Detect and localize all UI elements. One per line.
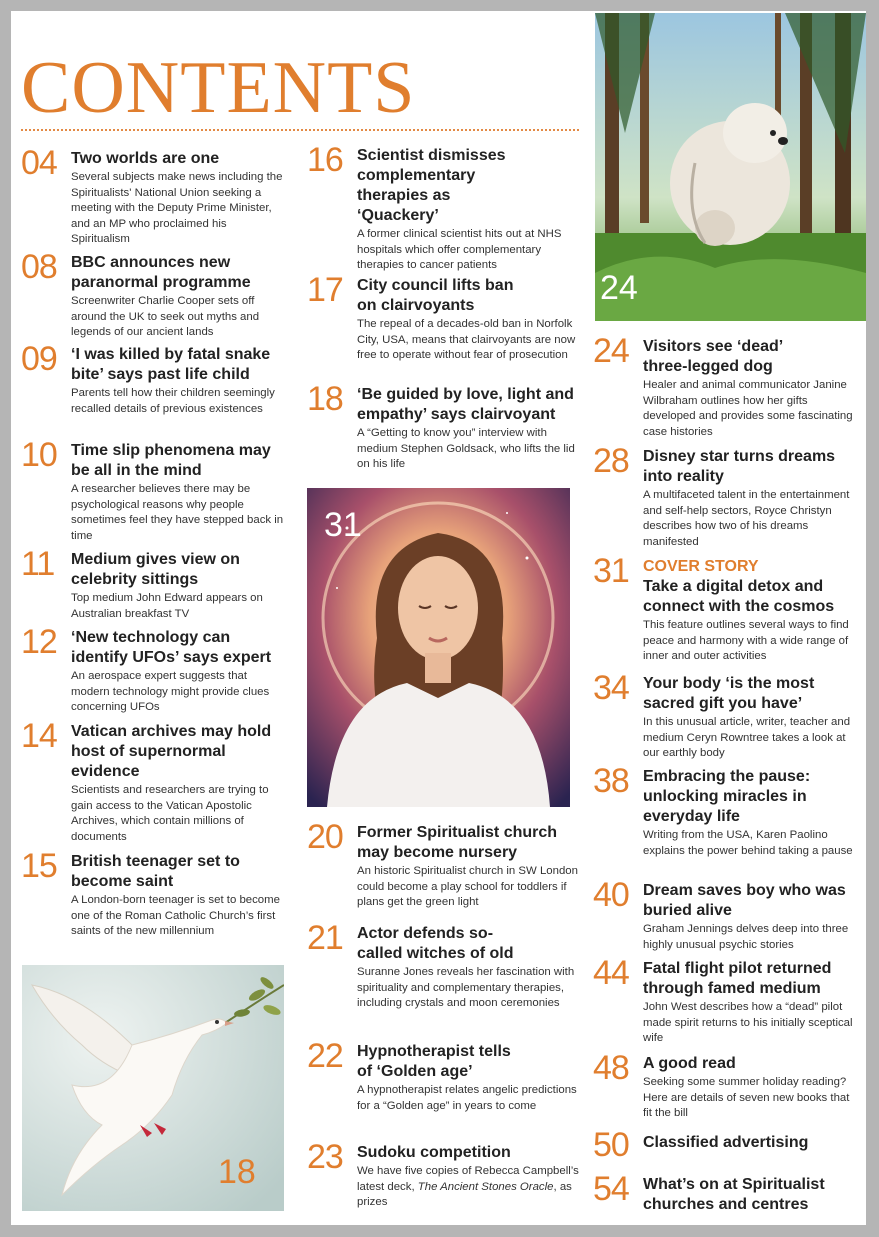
page-number: 17 <box>307 271 343 309</box>
contents-entry-38[interactable] <box>593 762 861 859</box>
page-number: 38 <box>593 762 629 800</box>
entry-description: In this unusual article, writer, teacher and medium Ceryn Rowntree takes a look at our earthly body <box>643 716 851 760</box>
entry-headline: Visitors see ‘dead’ three-legged dog <box>643 338 783 375</box>
entry-description-text: We have five copies of Rebecca Campbell’s latest deck, <box>357 1165 579 1193</box>
entry-headline: Classified advertising <box>643 1134 809 1151</box>
entry-description: An historic Spiritualist church in SW London could become a play school for toddlers if plans get the green light <box>357 865 578 909</box>
contents-entry-22[interactable] <box>307 1037 579 1114</box>
entry-headline: British teenager set to become saint <box>71 853 240 890</box>
entry-description: This feature outlines several ways to find peace and harmony with a wide range of inner and outer activities <box>643 619 849 663</box>
page-number: 04 <box>21 144 57 182</box>
entry-headline: What’s on at Spiritualist churches and centres <box>643 1176 825 1213</box>
contents-entry-12[interactable] <box>21 623 286 716</box>
page-number: 44 <box>593 954 629 992</box>
dove-page-label: 18 <box>218 1153 256 1191</box>
contents-entry-40[interactable] <box>593 876 861 953</box>
page-number: 14 <box>21 717 57 755</box>
contents-entry-54[interactable] <box>593 1170 861 1215</box>
dog-photo[interactable] <box>595 13 866 321</box>
contents-page <box>11 11 866 1225</box>
entry-headline: Time slip phenomena may be all in the mind <box>71 442 271 479</box>
page-number: 31 <box>593 552 629 590</box>
contents-entry-08[interactable] <box>21 248 286 341</box>
entry-headline: Fatal flight pilot returned through famed medium <box>643 960 832 997</box>
entry-description: An aerospace expert suggests that modern technology might provide clues concerning UFOs <box>71 670 270 714</box>
page-title: CONTENTS <box>21 47 416 129</box>
page-number: 28 <box>593 442 629 480</box>
entry-headline: Scientist dismisses complementary therapies as ‘Quackery’ <box>357 147 506 224</box>
contents-entry-24[interactable] <box>593 332 861 440</box>
page-number: 10 <box>21 436 57 474</box>
entry-headline: City council lifts ban on clairvoyants <box>357 277 514 314</box>
entry-description: A researcher believes there may be psychological reasons why people sometimes feel they have stepped back in time <box>71 483 284 542</box>
entry-headline: Dream saves boy who was buried alive <box>643 882 846 919</box>
entry-description: Several subjects make news including the Spiritualists' National Union seeking a meeting with the Deputy Prime Minister, and an MP who proclaimed his Spiritualism <box>71 171 283 246</box>
contents-entry-28[interactable] <box>593 442 861 550</box>
entry-description: Parents tell how their children seemingly recalled details of previous existences <box>71 387 275 415</box>
entry-description: John West describes how a “dead” pilot made spirit returns to his initially sceptical wife <box>643 1001 853 1045</box>
contents-entry-14[interactable] <box>21 717 286 845</box>
entry-headline: Disney star turns dreams into reality <box>643 448 836 485</box>
contents-entry-10[interactable] <box>21 436 286 544</box>
entry-description: Healer and animal communicator Janine Wilbraham outlines how her gifts developed and provides some fascinating case histories <box>643 379 853 438</box>
cover-woman-photo[interactable] <box>307 488 570 807</box>
entry-description: A multifaceted talent in the entertainment and self-help sectors, Royce Christyn describes how two of his dreams manifested <box>643 489 850 548</box>
contents-entry-20[interactable] <box>307 818 579 911</box>
page-number: 54 <box>593 1170 629 1208</box>
dove-photo[interactable] <box>22 965 284 1211</box>
page-number: 22 <box>307 1037 343 1075</box>
entry-description: Suranne Jones reveals her fascination with spirituality and complementary therapies, including crystals and moon ceremonies <box>357 966 575 1010</box>
contents-entry-44[interactable] <box>593 954 861 1047</box>
entry-headline: Vatican archives may hold host of supernormal evidence <box>71 723 272 780</box>
page-number: 24 <box>593 332 629 370</box>
contents-entry-48[interactable] <box>593 1049 861 1122</box>
page-number: 18 <box>307 380 343 418</box>
contents-entry-11[interactable] <box>21 545 286 622</box>
contents-entry-50[interactable] <box>593 1126 861 1164</box>
entry-headline: Former Spiritualist church may become nursery <box>357 824 558 861</box>
page-number: 16 <box>307 141 343 179</box>
entry-headline: Take a digital detox and connect with the cosmos <box>643 578 835 615</box>
entry-headline: Embracing the pause: unlocking miracles in everyday life <box>643 768 811 825</box>
entry-headline: Two worlds are one <box>71 150 220 167</box>
entry-headline: ‘Be guided by love, light and empathy’ says clairvoyant <box>357 386 574 423</box>
entry-description: The repeal of a decades-old ban in Norfolk City, USA, means that clairvoyants are now free to operate without fear of prosecution <box>357 318 576 362</box>
entry-description: Seeking some summer holiday reading? Here are details of seven new books that fit the bill <box>643 1076 850 1120</box>
page-number: 20 <box>307 818 343 856</box>
contents-entry-17[interactable] <box>307 271 579 364</box>
page-number: 23 <box>307 1138 343 1176</box>
entry-description: A “Getting to know you” interview with medium Stephen Goldsack, who lifts the lid on his life <box>357 427 575 471</box>
entry-description <box>357 1164 579 1211</box>
page-number: 50 <box>593 1126 629 1164</box>
entry-description: Writing from the USA, Karen Paolino explains the power behind taking a pause <box>643 829 853 857</box>
page-number: 21 <box>307 919 343 957</box>
contents-entry-21[interactable] <box>307 919 579 1012</box>
dog-page-label: 24 <box>600 269 638 307</box>
contents-entry-23[interactable] <box>307 1138 579 1211</box>
entry-headline: Sudoku competition <box>357 1144 511 1161</box>
page-number: 11 <box>21 545 55 583</box>
entry-headline: Hypnotherapist tells of ‘Golden age’ <box>357 1043 511 1080</box>
entry-description-title: The Ancient Stones Oracle <box>417 1180 554 1193</box>
contents-entry-34[interactable] <box>593 669 861 762</box>
entry-headline: BBC announces new paranormal programme <box>71 254 251 291</box>
contents-entry-18[interactable] <box>307 380 579 473</box>
woman-page-label: 31 <box>324 506 362 544</box>
page-number: 48 <box>593 1049 629 1087</box>
contents-entry-09[interactable] <box>21 340 286 417</box>
entry-description-text-end: , as prizes <box>357 1180 572 1209</box>
page-number: 34 <box>593 669 629 707</box>
entry-headline: ‘New technology can identify UFOs’ says expert <box>71 629 272 666</box>
entry-description: A London-born teenager is set to become one of the Roman Catholic Church’s first saints of the new millennium <box>71 894 280 938</box>
page-number: 08 <box>21 248 57 286</box>
page-number: 40 <box>593 876 629 914</box>
entry-description: Top medium John Edward appears on Australian breakfast TV <box>71 592 263 620</box>
entry-description: A hypnotherapist relates angelic predictions for a “Golden age” in years to come <box>357 1084 577 1112</box>
entry-description: Graham Jennings delves deep into three highly unusual psychic stories <box>643 923 849 951</box>
entry-description: Scientists and researchers are trying to gain access to the Vatican Apostolic Archives, which contain millions of documents <box>71 784 269 843</box>
entry-headline: Your body ‘is the most sacred gift you have’ <box>643 675 815 712</box>
cover-story-label: COVER STORY <box>643 558 759 575</box>
entry-description: Screenwriter Charlie Cooper sets off around the UK to seek out myths and legends of our ancient lands <box>71 295 260 339</box>
contents-entry-15[interactable] <box>21 847 286 940</box>
page-number: 12 <box>21 623 57 661</box>
entry-description: A former clinical scientist hits out at NHS hospitals which offer complementary therapies to cancer patients <box>357 228 562 272</box>
entry-headline: ‘I was killed by fatal snake bite’ says past life child <box>71 346 271 383</box>
dotted-divider <box>21 129 579 131</box>
contents-entry-04[interactable] <box>21 144 286 248</box>
entry-headline: A good read <box>643 1055 736 1072</box>
contents-entry-16[interactable] <box>307 141 579 274</box>
contents-entry-31[interactable] <box>593 552 861 665</box>
page-number: 15 <box>21 847 57 885</box>
page-number: 09 <box>21 340 57 378</box>
entry-headline: Medium gives view on celebrity sittings <box>71 551 240 588</box>
entry-headline: Actor defends so-called witches of old <box>357 925 514 962</box>
